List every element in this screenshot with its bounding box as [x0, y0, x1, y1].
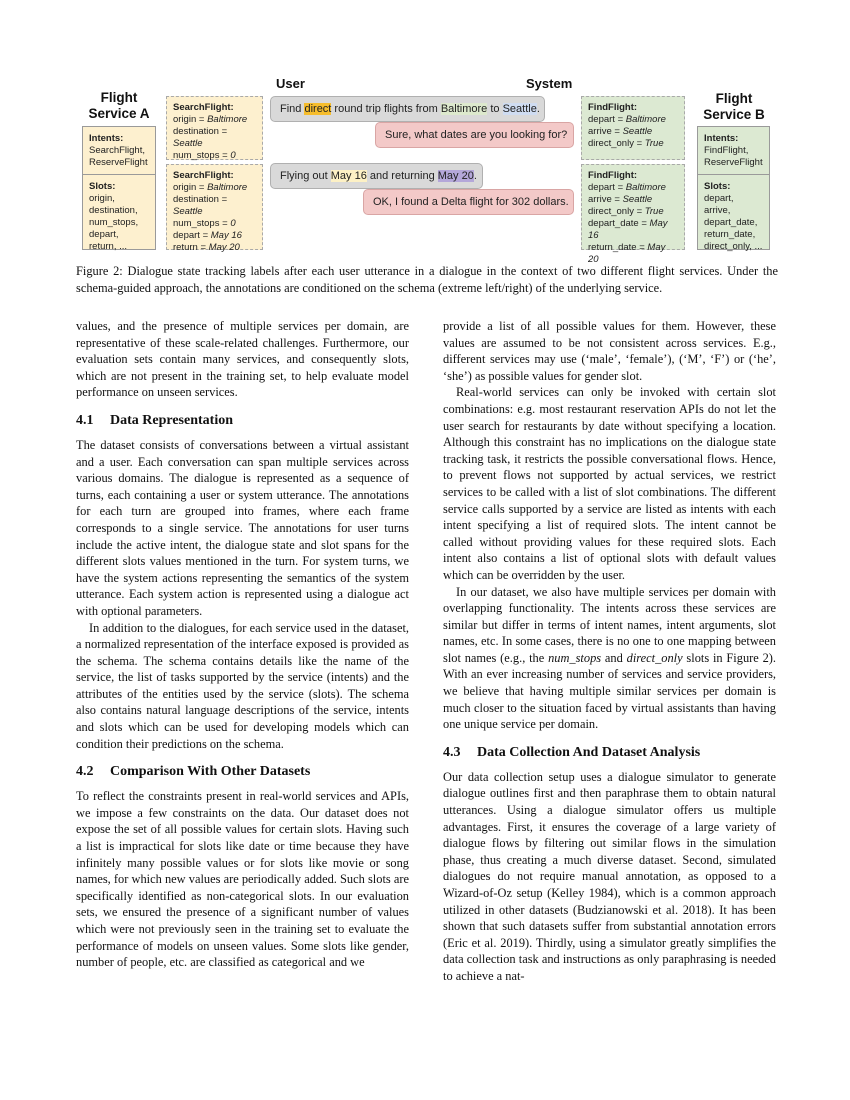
service-b-intents [698, 127, 769, 174]
service-b-title-line2: Service B [703, 107, 765, 122]
system-utterance-1: Sure, what dates are you looking for? [375, 122, 574, 148]
slot-item: origin, [89, 193, 115, 204]
slot-item: depart, [704, 193, 734, 204]
state-intent: SearchFlight: [173, 170, 234, 181]
section-number: 4.3 [443, 744, 461, 760]
state-intent: FindFlight: [588, 170, 638, 181]
slot-item: depart_date, [704, 217, 758, 228]
state-slot: origin = Baltimore [173, 114, 248, 125]
user-column-header: User [276, 76, 305, 91]
intent-item: ReserveFlight [89, 157, 148, 168]
service-a-slots [83, 174, 155, 258]
service-b-title-line1: Flight [715, 91, 753, 106]
section-heading-4-3 [443, 744, 776, 762]
user-utterance-2: Flying out May 16 and returning May 20. [270, 163, 483, 189]
state-intent: SearchFlight: [173, 102, 234, 113]
service-b-title [700, 91, 768, 123]
state-slot: origin = Baltimore [173, 182, 248, 193]
service-a-title [88, 90, 150, 122]
state-slot: destination = Seattle [173, 194, 228, 217]
slots-header: Slots: [704, 181, 731, 192]
slot-item: return, ... [89, 241, 128, 252]
paragraph: To reflect the constraints present in real-world services and APIs, we impose a few constraints on the data. Our dataset does not expose the set of all possible values for certain slots. Having such a list is impractical for slots like date or time because they have infinitely many possible values or for slots like movie or song names, for which new values are periodically added. Such slots are specifically identified as non-categorical slots. In our evaluation sets, we ensured the presence of a significant number of values which were not previously seen in the training set to evaluate the performance of models on unseen values. Some slots like gender, number of people, etc. are classified as categorical and we [76, 789, 409, 970]
intent-item: SearchFlight, [89, 145, 145, 156]
section-number: 4.2 [76, 764, 94, 780]
state-slot: depart_date = May 16 [588, 218, 668, 241]
span-seattle: Seattle [502, 103, 537, 115]
slot-item: return_date, [704, 229, 756, 240]
state-slot: direct_only = True [588, 206, 664, 217]
intent-item: FindFlight, [704, 145, 749, 156]
state-slot: arrive = Seattle [588, 126, 653, 137]
paragraph: The dataset consists of conversations between a virtual assistant and a user. Each conversation can span multiple services across various domains. The dialogue is represented as a sequence of turns, each containing a user or system utterance. The annotations for each turn are grouped into frames, where each frame corresponds to a single service. The annotations for user turns include the active intent, the dialogue state and slot spans for the different slots values mentioned in the turn. For system turns, we have the system actions representing the semantics of the system utterance. Each system action is represented using a dialogue act with optional parameters. [76, 437, 409, 618]
service-a-schema [82, 126, 156, 250]
intents-header: Intents: [89, 133, 124, 144]
state-slot: depart = Baltimore [588, 114, 666, 125]
dialogue-state-a-turn2 [166, 164, 263, 253]
right-column [443, 318, 776, 985]
state-slot: return = May 20 [173, 242, 240, 253]
paragraph: Our data collection setup uses a dialogue simulator to generate dialogue outlines first and then paraphrase them to obtain natural utterances. Using a dialogue simulator offers us multiple advantages. First, it ensures the coverage of a large variety of dialogue flows by filtering out similar flows in the simulation phase, thus creating a much diverse dataset. Second, simulated dialogues do not require manual annotation, as opposed to a Wizard-of-Oz setup (Kelley 1984), which is a common approach utilized in other datasets (Budzianowski et al. 2018). It has been shown that such datasets suffer from substantial annotation errors (Eric et al. 2019). Thirdly, using a simulator greatly simplifies the data collection task and instructions as only paraphrasing is needed to achieve a nat- [443, 769, 776, 983]
state-slot: num_stops = 0 [173, 150, 236, 161]
dialogue-state-b-turn2 [581, 164, 685, 265]
dialogue-state-a-turn1 [166, 96, 263, 160]
paragraph: Real-world services can only be invoked with certain slot combinations: e.g. most restaurant reservation APIs do not let the user search for restaurants by date without specifying a location. Although this constraint has no implications on the dialogue state tracking task, it restricts the possible conversational flows. Hence, to prevent flows not supported by actual services, we restrict services to be called with a list of slot combinations. The different service calls supported by a service are listed as intents with each intent specifying a list of required slots. The intent cannot be called without providing values for these required slots. Each intent also contains a list of optional slots with default values which can be overridden by the user. [443, 385, 776, 582]
state-slot: destination = Seattle [173, 126, 228, 149]
dialogue-state-b-turn1 [581, 96, 685, 160]
slots-header: Slots: [89, 181, 116, 192]
state-slot: depart = Baltimore [588, 182, 666, 193]
intents-header: Intents: [704, 133, 739, 144]
slot-item: depart, [89, 229, 119, 240]
state-slot: return_date = May 20 [588, 242, 666, 265]
paragraph: In our dataset, we also have multiple services per domain with overlapping functionality. The intents across these services are similar but differ in terms of intent names, intent arguments, slot names, etc. In some cases, there is no one to one mapping between slot names (e.g., the num_stops and direct_only slots in Figure 2). With an ever increasing number of services and service providers, we believe that having multiple similar services per domain is much closer to the situation faced by virtual assistants than having one unique service per domain. [443, 584, 776, 732]
state-slot: arrive = Seattle [588, 194, 653, 205]
intent-item: ReserveFlight [704, 157, 763, 168]
paragraph: provide a list of all possible values for them. However, these values are assumed to be not consistent across services. E.g., different services may use (‘male’, ‘female’), (‘M’, ‘F’) or (‘he’, ‘she’) as possible values for gender slot. [443, 319, 776, 383]
service-b-slots [698, 174, 769, 258]
span-may-16: May 16 [330, 170, 367, 182]
section-heading-4-1 [76, 412, 409, 430]
emphasis-num-stops: num_stops [548, 650, 602, 665]
system-column-header: System [526, 76, 573, 91]
user-utterance-1: Find direct round trip flights from Baltimore to Seattle. [270, 96, 545, 122]
state-slot: num_stops = 0 [173, 218, 236, 229]
state-intent: FindFlight: [588, 102, 638, 113]
figure-caption: Figure 2: Dialogue state tracking labels after each user utterance in a dialogue in the context of two different flight services. Under the schema-guided approach, the annotations are conditioned on the schema (extreme left/right) of the underlying service. [76, 264, 778, 295]
paragraph: values, and the presence of multiple services per domain, are representative of these scale-related challenges. Furthermore, our evaluation sets contain many services, and consequently slots, which are not present in the training set, to help evaluate model performance on unseen services. [76, 319, 409, 400]
service-a-title-line2: Service A [88, 106, 150, 121]
state-slot: depart = May 16 [173, 230, 242, 241]
span-may-20: May 20 [437, 170, 474, 182]
service-b-schema [697, 126, 770, 250]
paragraph: In addition to the dialogues, for each service used in the dataset, a normalized representation of the interface exposed is provided as the schema. The schema contains details like the name of the service, the list of tasks supported by the service (intents) and the attributes of the entities used by the service (slots). The schema also contains natural language descriptions of the service, intents and slots which can be used for developing models which can condition their predictions on the schema. [76, 620, 409, 751]
slot-item: num_stops, [89, 217, 139, 228]
slot-item: arrive, [704, 205, 731, 216]
system-utterance-2: OK, I found a Delta flight for 302 dollars. [363, 189, 574, 215]
section-title: Comparison With Other Datasets [110, 764, 311, 780]
section-number: 4.1 [76, 412, 94, 428]
service-a-intents [83, 127, 155, 174]
figure-2 [0, 0, 850, 300]
span-direct: direct [304, 103, 332, 115]
slot-item: direct_only, ... [704, 241, 763, 252]
section-title: Data Representation [110, 412, 234, 428]
state-slot: direct_only = True [588, 138, 664, 149]
span-baltimore: Baltimore [440, 103, 488, 115]
slot-item: destination, [89, 205, 138, 216]
service-a-title-line1: Flight [100, 90, 138, 105]
section-title: Data Collection And Dataset Analysis [477, 744, 701, 760]
left-column [76, 318, 409, 971]
section-heading-4-2 [76, 763, 409, 781]
emphasis-direct-only: direct_only [626, 650, 683, 665]
